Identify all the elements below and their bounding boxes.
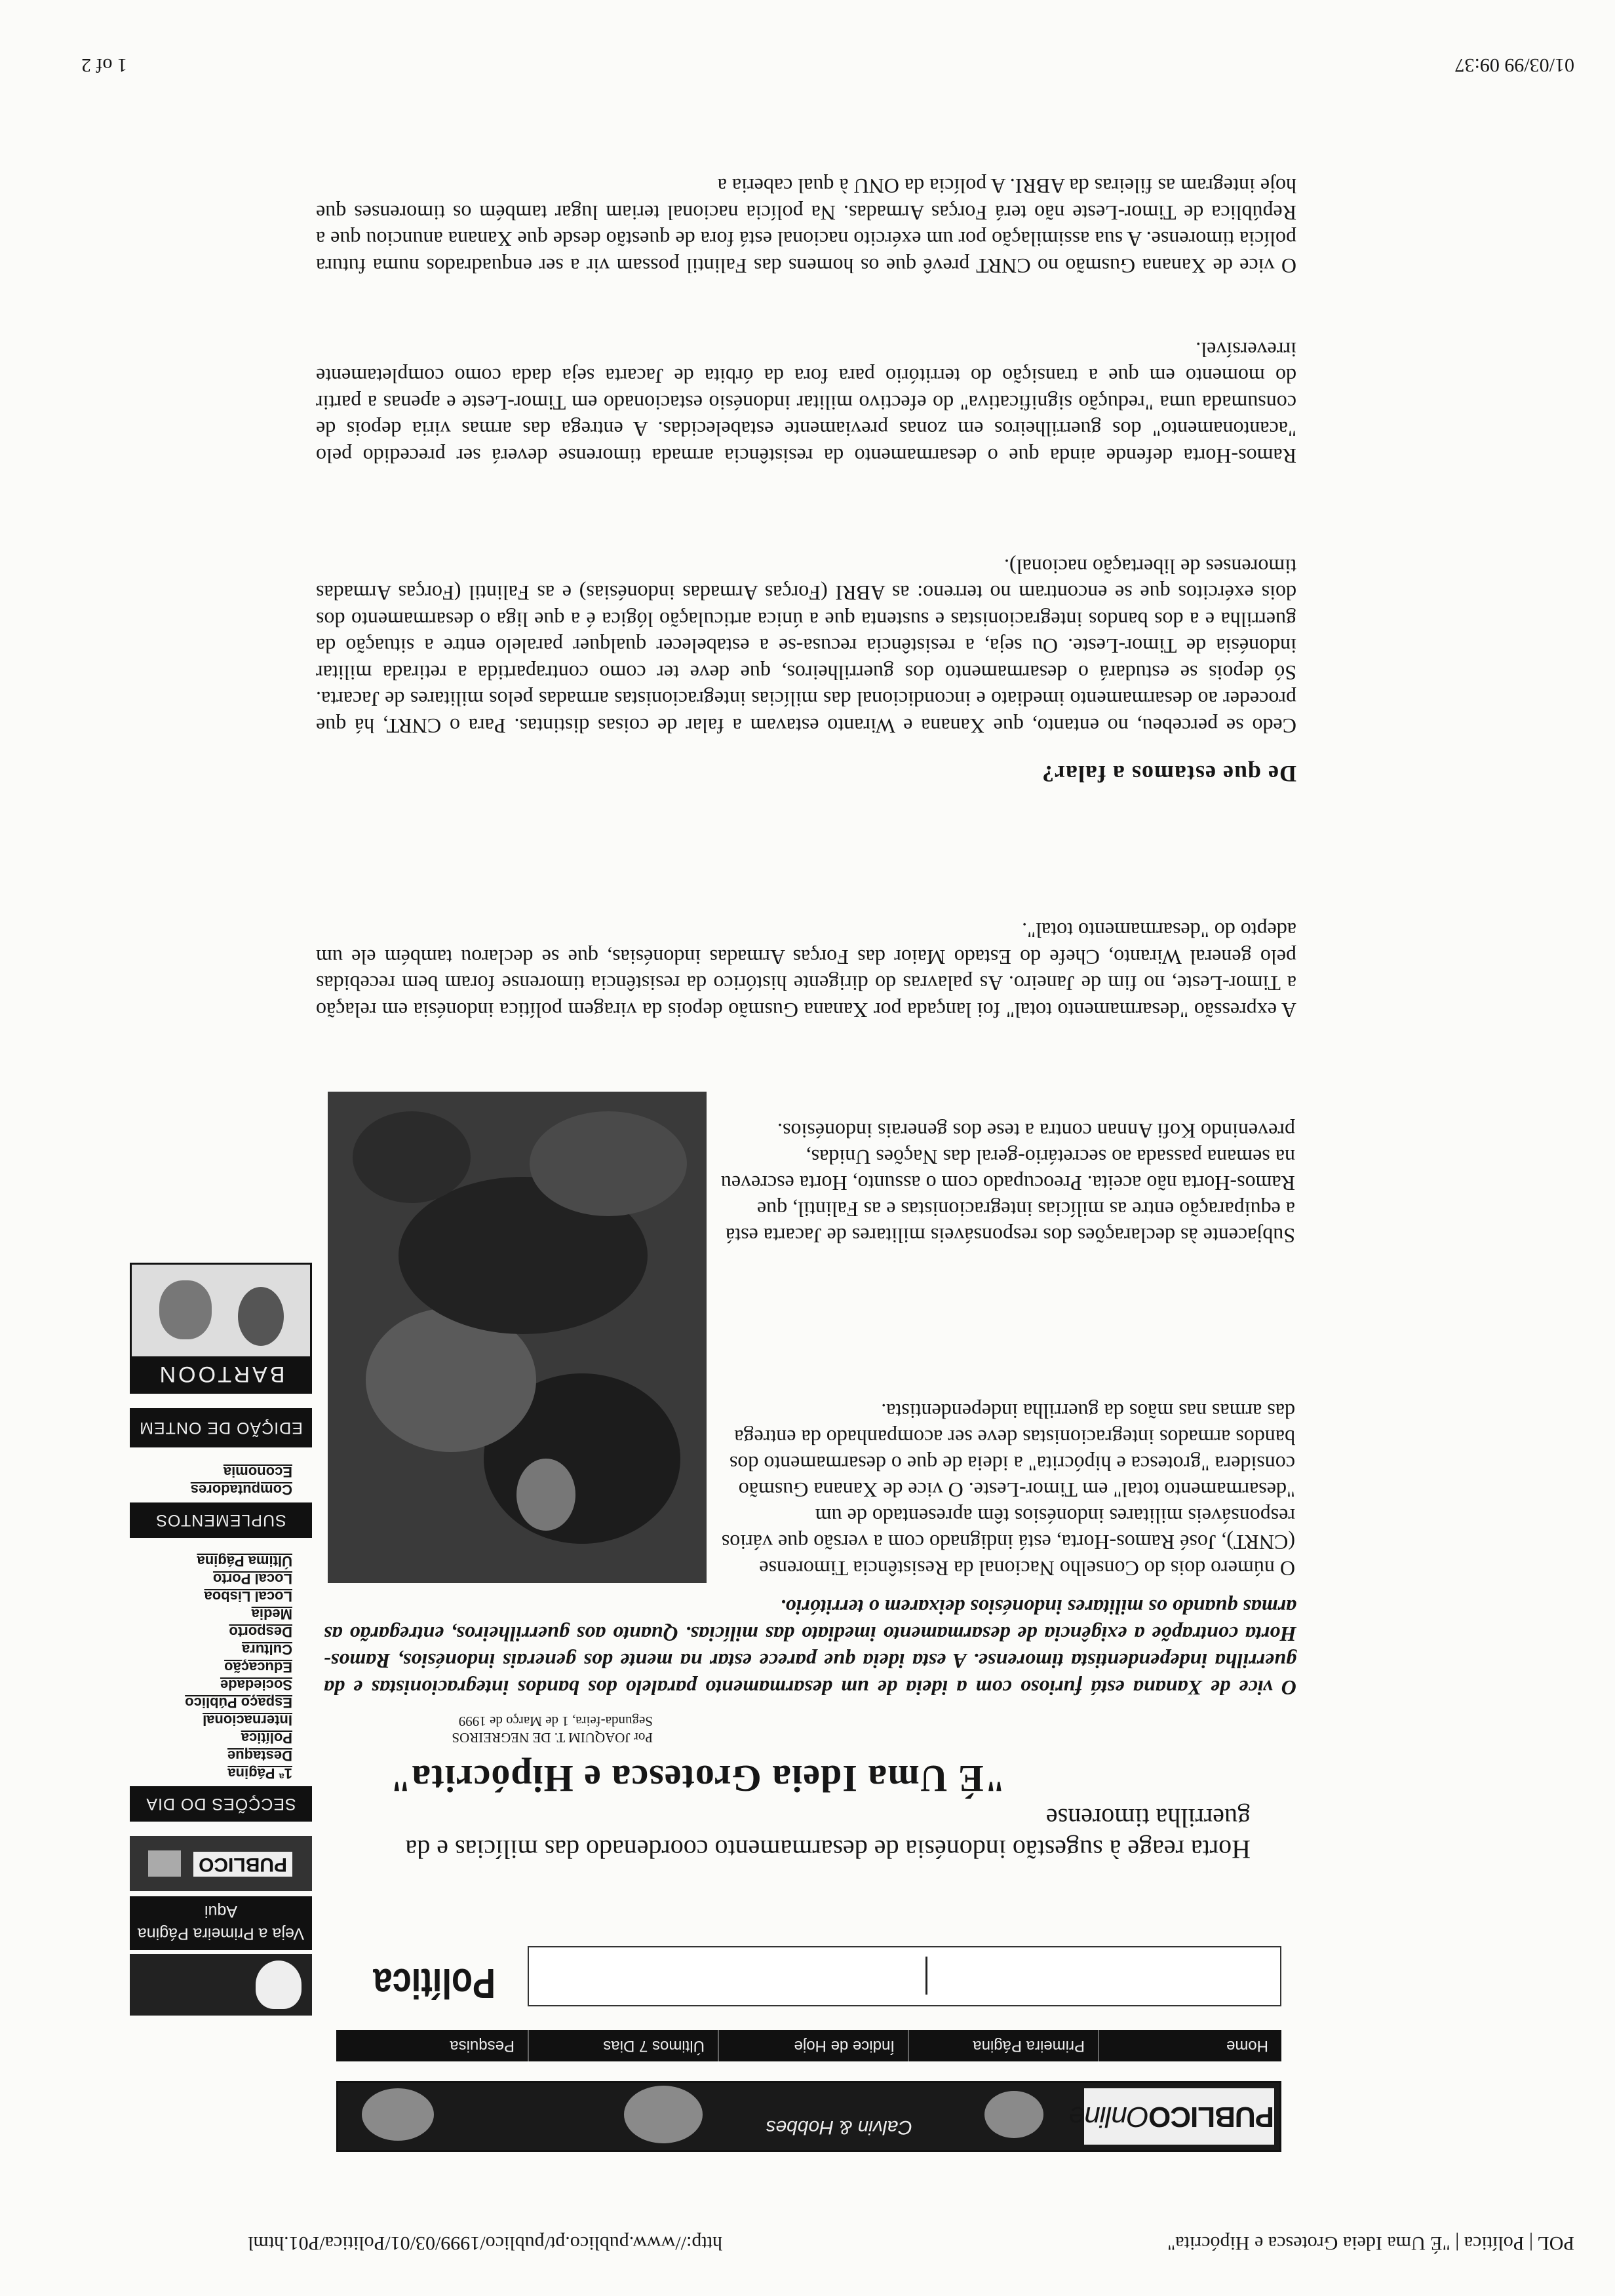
sidebar-publico-logo[interactable]: PUBLICO xyxy=(130,1836,312,1891)
article-byline xyxy=(452,1713,653,1746)
sidebar-item-politica[interactable]: Política xyxy=(241,1730,292,1746)
sidebar-item-cultura[interactable]: Cultura xyxy=(242,1641,292,1658)
nav-indice-de-hoje[interactable]: Índice de Hoje xyxy=(718,2030,908,2061)
byline-author: Por JOAQUIM T. DE NEGREIROS xyxy=(452,1730,653,1746)
section-box xyxy=(528,1946,1281,2006)
sidebar-item-espaco-publico[interactable]: Espaço Público xyxy=(185,1694,292,1711)
sidebar-item-desporto[interactable]: Desporto xyxy=(229,1624,292,1640)
page-count: 1 of 2 xyxy=(81,54,127,76)
article-paragraph-3: A expressão "desarmamento total" foi lançada por Xanana Gusmão depois da viragem política indonésia em relação a Timor-Leste, no fim de Janeiro. As palavras do dirigente histórico da resistência timorense foram bem recebidas pelo general Wiranto, Chefe do Estado Maior das Forças Armadas indonésias, que se declarou também ele um adepto do "desarmamento total". xyxy=(316,919,1296,1022)
sidebar-item-economia[interactable]: Economia xyxy=(223,1464,292,1480)
seccoes-header: SECÇÕES DO DIA xyxy=(130,1786,312,1822)
bartoon-character-icon xyxy=(159,1280,212,1339)
promo-first-page[interactable]: Veja a Primeira Página Aqui xyxy=(130,1896,312,1950)
nav-pesquisa[interactable]: Pesquisa xyxy=(450,2037,515,2055)
sidebar-item-internacional[interactable]: Internacional xyxy=(203,1712,292,1729)
sidebar-item-ultima-pagina[interactable]: Última Página xyxy=(197,1553,292,1569)
publico-online-logo[interactable]: PUBLICOOnline xyxy=(1084,2088,1274,2145)
sidebar-item-destaque[interactable]: Destaque xyxy=(227,1748,292,1764)
sidebar xyxy=(130,1263,312,2016)
cartoon-character-icon xyxy=(984,2091,1043,2138)
sidebar-item-local-lisboa[interactable]: Local Lisboa xyxy=(204,1588,292,1605)
cartoon-title: Calvin & Hobbes xyxy=(766,2116,912,2138)
article-paragraph-4: Cedo se percebeu, no entanto, que Xanana e Wiranto estavam a falar de coisas distintas. Para o CNRT, há que proceder ao desarmamento imediato e incondicional das milícias integracionistas armadas pelos militares de Jacarta. Só depois se estudará o desarmamento dos guerrilheiros, que deve ter como contrapartida a retirada militar indonésia de Timor-Leste. Ou seja, a resistência recusa-se a estabelecer qualquer paralelo entre a situação da guerrilha e a dos bandos integracionistas e sustenta que a única articulação lógica é a que liga o desarmamento dos dois exércitos que se encontram no terreno: as ABRI (Forças Armadas indonésias) e as Falintil (Forças Armadas timorenses de libertação nacional). xyxy=(316,555,1296,738)
sidebar-item-1a-pagina[interactable]: 1ª Página xyxy=(227,1765,292,1782)
bartoon-link[interactable] xyxy=(130,1263,312,1394)
cartoon-character-icon xyxy=(362,2088,434,2141)
nav-home[interactable]: Home xyxy=(1098,2030,1281,2061)
edicao-de-ontem-button[interactable]: EDIÇÃO DE ONTEM xyxy=(130,1408,312,1447)
article-headline: "É Uma Ideia Grotesca e Hipócrita" xyxy=(389,1757,1005,1800)
sidebar-item-local-porto[interactable]: Local Porto xyxy=(212,1571,292,1587)
main-nav xyxy=(336,2030,1281,2061)
article-paragraph-5: Ramos-Horta defende ainda que o desarmamento da resistência armada timorense deverá ser precedido pelo "acantonamento" dos guerrilheiros em zonas previamente estabelecidas. A entrega das armas viria depois de consumada uma "redução significativa" do efectivo militar indonésio estacionado em Timor-Leste e apenas a partir do momento em que a transição do território para fora da órbita de Jacarta seja dada como completamente irreversível. xyxy=(316,338,1296,468)
article-paragraph-6: O vice de Xanana Gusmão no CNRT prevê que os homens das Falintil possam vir a ser enquadrados numa futura polícia timorense. A sua assimilação por um exército nacional está fora de questão desde que Xanana anunciou que a República de Timor-Leste não terá Forças Armadas. Na polícia nacional teriam lugar também os timorenses que hoje integram as fileiras da ABRI. A polícia da ONU à qual caberia a xyxy=(316,174,1296,278)
byline-date: Segunda-feira, 1 de Março de 1999 xyxy=(458,1713,653,1729)
article-paragraph-2: Subjacente às declarações dos responsáveis militares de Jacarta está a equiparação entre as milícias integracionistas e as Falintil, que Ramos-Horta não aceita. Preocupado com o assunto, Horta escreveu na semana passada ao secretário-geral das Nações Unidas, prevenindo Kofi Annan contra a tese dos generais indonésios. xyxy=(720,1119,1295,1248)
browser-url: http://www.publico.pt/publico/1999/03/01/Politica/P01.html xyxy=(248,2232,722,2254)
nav-ultimos-7-dias[interactable]: Últimos 7 Dias xyxy=(528,2030,718,2061)
article-kicker: Horta reage à sugestão indonésia de desarmamento coordenado das milícias e da guerrilha timorense xyxy=(405,1803,1251,1864)
bartoon-label: BARTOON xyxy=(132,1356,310,1392)
suplementos-list xyxy=(130,1463,312,1499)
text-cursor xyxy=(925,1957,927,1995)
seccoes-list xyxy=(130,1552,312,1782)
section-title: Política xyxy=(373,1960,496,2007)
cartoon-character-icon xyxy=(624,2086,703,2143)
sidebar-item-educacao[interactable]: Educação xyxy=(224,1659,292,1675)
article-subhead: De que estamos a falar? xyxy=(1041,761,1296,787)
article-paragraph-1: O número dois do Conselho Nacional da Resistência Timorense (CNRT), José Ramos-Horta, está indignado com a versão que vários responsáveis militares indonésios têm apresentado de um "desarmamento total" em Timor-Leste. O vice de Xanana Gusmão considera "grotesca e hipócrita" a ideia de que o desarmamento dos bandos armados integracionistas deve ser acompanhado da entrega das armas nas mãos da guerrilha independentista. xyxy=(721,1400,1295,1580)
print-timestamp: 01/03/99 09:37 xyxy=(1454,54,1574,76)
nav-primeira-pagina[interactable]: Primeira Página xyxy=(908,2030,1098,2061)
site-banner xyxy=(336,2081,1281,2152)
newspaper-icon xyxy=(148,1850,181,1877)
sidebar-item-computadores[interactable]: Computadores xyxy=(190,1482,292,1498)
sidebar-item-media[interactable]: Media xyxy=(251,1606,292,1622)
bartoon-character-icon xyxy=(238,1287,284,1346)
suplementos-header: SUPLEMENTOS xyxy=(130,1502,312,1538)
ghost-mascot-icon xyxy=(130,1954,312,2016)
article-lead: O vice de Xanana está furioso com a ideia de um desarmamento paralelo dos bandos integracionistas e da guerrilha independentista timorense. A esta ideia que parece estar na mente dos generais indonésios, Ramos-Horta contrapõe a exigência de desarmamento imediato das milícias. Quanto aos guerrilheiros, entregarão as armas quando os militares indonésios deixarem o território. xyxy=(324,1596,1296,1700)
browser-page-title: POL | Política | "É Uma Ideia Grotesca e Hipócrita" xyxy=(1167,2232,1574,2254)
sidebar-item-sociedade[interactable]: Sociedade xyxy=(220,1677,292,1693)
article-photo xyxy=(328,1092,707,1583)
